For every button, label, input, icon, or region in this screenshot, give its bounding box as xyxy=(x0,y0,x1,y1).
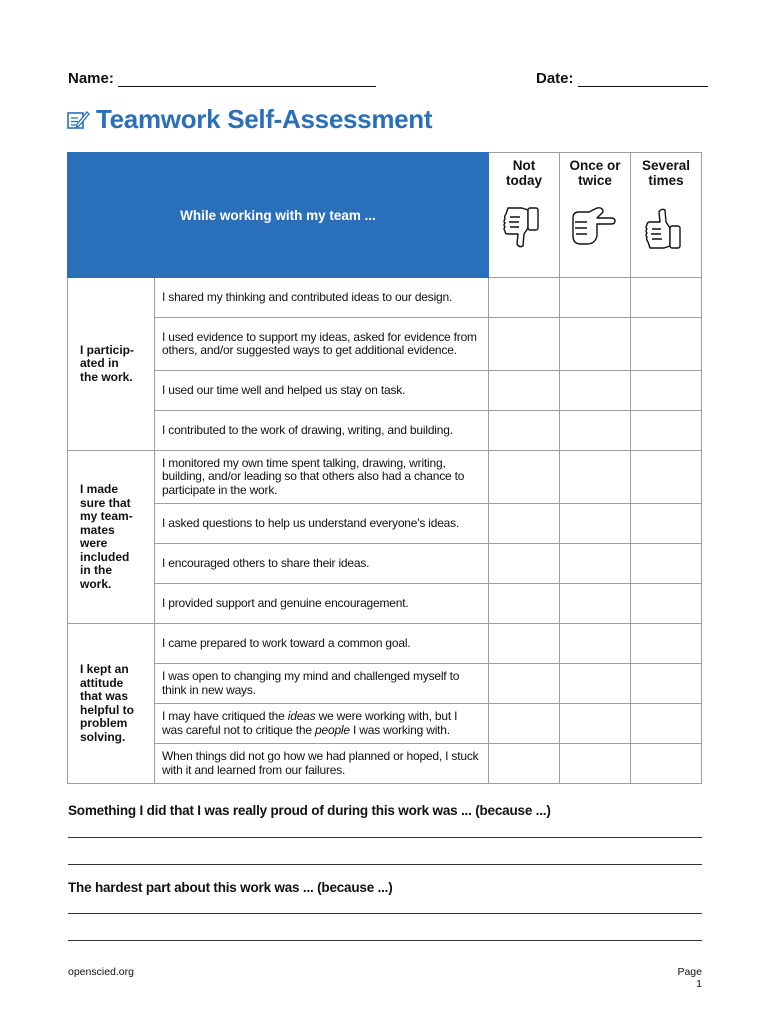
statement-text: I asked questions to help us understand everyone's ideas. xyxy=(162,515,460,530)
rating-cell-several-times[interactable] xyxy=(631,744,702,784)
category-label: I made sure that my team- mates were included in the work. xyxy=(80,482,133,591)
answer-line[interactable] xyxy=(68,940,702,941)
hardest-prompt: The hardest part about this work was ... (because ...) xyxy=(68,880,393,895)
proud-prompt: Something I did that I was really proud of during this work was ... (because ...) xyxy=(68,803,551,818)
rating-cell-several-times[interactable] xyxy=(631,278,702,318)
category-included-teammates xyxy=(68,451,155,624)
rating-cell-not-today[interactable] xyxy=(489,584,560,624)
statement xyxy=(155,744,489,784)
rating-cell-several-times[interactable] xyxy=(631,318,702,371)
statement-text: When things did not go how we had planned or hoped, I stuck with it and learned from our failures. xyxy=(162,749,479,777)
rating-cell-several-times[interactable] xyxy=(631,411,702,451)
rating-cell-once-or-twice[interactable] xyxy=(560,278,631,318)
category-participated xyxy=(68,278,155,451)
rating-cell-several-times[interactable] xyxy=(631,584,702,624)
col-label-line2: today xyxy=(505,173,542,188)
rating-cell-once-or-twice[interactable] xyxy=(560,584,631,624)
rating-cell-not-today[interactable] xyxy=(489,411,560,451)
rating-cell-several-times[interactable] xyxy=(631,371,702,411)
rating-cell-several-times[interactable] xyxy=(631,451,702,504)
statement-text xyxy=(162,709,457,737)
answer-line[interactable] xyxy=(68,837,702,838)
statement-text: I contributed to the work of drawing, writing, and building. xyxy=(162,422,453,437)
statement xyxy=(155,504,489,544)
statement-text: I shared my thinking and contributed ideas to our design. xyxy=(162,289,453,304)
statement-emphasis: ideas xyxy=(287,709,316,723)
rating-cell-once-or-twice[interactable] xyxy=(560,371,631,411)
rating-cell-once-or-twice[interactable] xyxy=(560,544,631,584)
col-label-line1: Not xyxy=(512,158,536,173)
rating-cell-not-today[interactable] xyxy=(489,318,560,371)
statement xyxy=(155,451,489,504)
rating-cell-not-today[interactable] xyxy=(489,744,560,784)
statement xyxy=(155,584,489,624)
date-line[interactable] xyxy=(578,72,708,87)
rating-cell-once-or-twice[interactable] xyxy=(560,451,631,504)
lead-in-header xyxy=(68,153,489,278)
statement xyxy=(155,624,489,664)
col-not-today xyxy=(489,153,560,278)
rating-cell-not-today[interactable] xyxy=(489,371,560,411)
statement xyxy=(155,318,489,371)
answer-line[interactable] xyxy=(68,913,702,914)
statement-text: I monitored my own time spent talking, drawing, writing, building, and/or leading so that others also had a chance to participate in the work. xyxy=(162,455,465,497)
thumbs-sideways-icon xyxy=(569,204,621,248)
lead-in-text: While working with my team ... xyxy=(180,207,376,223)
statement-text: I was open to changing my mind and challenged myself to think in new ways. xyxy=(162,669,460,697)
rating-cell-several-times[interactable] xyxy=(631,624,702,664)
rating-cell-once-or-twice[interactable] xyxy=(560,504,631,544)
thumbs-down-icon xyxy=(502,204,546,252)
rating-cell-not-today[interactable] xyxy=(489,504,560,544)
rating-cell-several-times[interactable] xyxy=(631,704,702,744)
rating-cell-not-today[interactable] xyxy=(489,624,560,664)
rating-cell-once-or-twice[interactable] xyxy=(560,624,631,664)
statement-text: I used evidence to support my ideas, asked for evidence from others, and/or suggested ways to get additional evidence. xyxy=(162,329,477,357)
rating-cell-not-today[interactable] xyxy=(489,664,560,704)
rating-cell-not-today[interactable] xyxy=(489,451,560,504)
category-helpful-attitude xyxy=(68,624,155,784)
statement-emphasis: people xyxy=(315,722,350,737)
col-label-line2: times xyxy=(648,173,684,188)
statement xyxy=(155,278,489,318)
rating-cell-several-times[interactable] xyxy=(631,504,702,544)
statement-part: I was working with. xyxy=(349,722,450,737)
page-number: Page 1 xyxy=(677,966,702,990)
rating-cell-once-or-twice[interactable] xyxy=(560,318,631,371)
category-label: I particip- ated in the work. xyxy=(80,342,135,384)
statement xyxy=(155,544,489,584)
name-field[interactable] xyxy=(68,70,376,87)
col-label-line2: twice xyxy=(578,173,612,188)
page-title xyxy=(66,104,432,135)
answer-line[interactable] xyxy=(68,864,702,865)
title-text: Teamwork Self-Assessment xyxy=(96,104,433,134)
rating-cell-several-times[interactable] xyxy=(631,664,702,704)
rating-cell-once-or-twice[interactable] xyxy=(560,744,631,784)
rating-cell-not-today[interactable] xyxy=(489,704,560,744)
statement xyxy=(155,664,489,704)
name-label: Name: xyxy=(68,70,114,87)
statement-text: I came prepared to work toward a common goal. xyxy=(162,635,411,650)
statement xyxy=(155,704,489,744)
rating-cell-not-today[interactable] xyxy=(489,278,560,318)
rating-cell-several-times[interactable] xyxy=(631,544,702,584)
footer-site: openscied.org xyxy=(68,966,134,978)
checklist-pencil-icon xyxy=(66,109,90,131)
assessment-table xyxy=(67,152,702,784)
statement-part: I may have critiqued the xyxy=(162,709,288,723)
col-several-times xyxy=(631,153,702,278)
category-label: I kept an attitude that was helpful to problem solving. xyxy=(80,662,134,744)
col-label-line1: Once or xyxy=(569,158,621,173)
statement xyxy=(155,371,489,411)
statement-text: I encouraged others to share their ideas. xyxy=(162,555,370,570)
col-label-line1: Several xyxy=(641,158,691,173)
statement xyxy=(155,411,489,451)
statement-text: I provided support and genuine encouragement. xyxy=(162,595,409,610)
rating-cell-once-or-twice[interactable] xyxy=(560,411,631,451)
statement-part: we were working with, but I was careful not to critique the xyxy=(162,709,458,737)
date-label: Date: xyxy=(536,70,574,87)
statement-text: I used our time well and helped us stay on task. xyxy=(162,382,406,397)
rating-cell-once-or-twice[interactable] xyxy=(560,664,631,704)
date-field[interactable] xyxy=(536,70,708,87)
name-line[interactable] xyxy=(118,72,376,87)
thumbs-up-icon xyxy=(644,204,688,252)
rating-cell-not-today[interactable] xyxy=(489,544,560,584)
col-once-or-twice xyxy=(560,153,631,278)
rating-cell-once-or-twice[interactable] xyxy=(560,704,631,744)
